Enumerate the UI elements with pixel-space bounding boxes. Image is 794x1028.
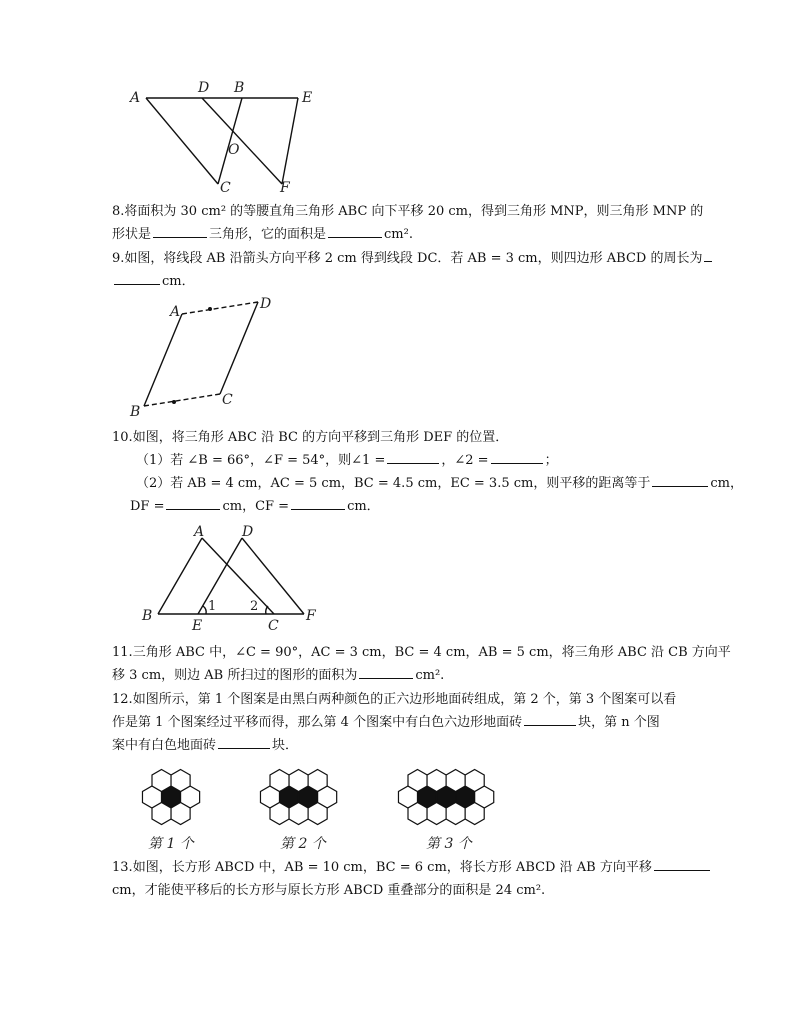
label-A: A	[194, 524, 205, 540]
question-number: 13.	[112, 860, 133, 875]
angle-2-label: 2	[250, 599, 259, 614]
white-hexagon-tile	[446, 803, 465, 825]
answer-blank[interactable]	[652, 472, 708, 487]
question-8	[112, 200, 712, 246]
label-D: D	[242, 524, 254, 540]
q10-s2b: cm，	[710, 476, 743, 491]
label-A: A	[170, 304, 181, 320]
answer-blank[interactable]	[524, 711, 576, 726]
answer-blank[interactable]	[654, 856, 710, 871]
white-hexagon-tile	[308, 803, 327, 825]
white-hexagon-tile	[446, 770, 465, 792]
q10-s2a: （2）若 AB = 4 cm，AC = 5 cm，BC = 4.5 cm，EC = 3.5 cm，则平移的距离等于	[136, 476, 651, 491]
question-10-part2-cont	[130, 495, 730, 518]
q8-line2c: cm².	[384, 227, 413, 242]
q11-line2a: 移 3 cm，则边 AB 所扫过的图形的面积为	[112, 668, 358, 683]
label-B: B	[234, 80, 245, 96]
q10-s1a: （1）若 ∠B = 66°，∠F = 54°，则∠1 =	[136, 453, 386, 468]
answer-blank[interactable]	[328, 223, 382, 238]
q12-line1: 如图所示，第 1 个图案是由黑白两种颜色的正六边形地面砖组成，第 2 个，第 3 个图案可以看	[132, 692, 677, 707]
white-hexagon-tile	[408, 770, 427, 792]
answer-blank[interactable]	[291, 495, 345, 510]
answer-blank[interactable]	[153, 223, 207, 238]
label-C: C	[222, 392, 233, 408]
question-number: 10.	[112, 430, 133, 445]
answer-blank[interactable]	[704, 247, 712, 262]
label-C: C	[220, 180, 231, 196]
label-C: C	[268, 618, 279, 634]
white-hexagon-tile	[171, 803, 190, 825]
answer-blank[interactable]	[387, 449, 439, 464]
question-13	[112, 856, 712, 902]
answer-blank[interactable]	[114, 270, 160, 285]
white-hexagon-tile	[308, 770, 327, 792]
white-hexagon-tile	[465, 770, 484, 792]
label-B: B	[130, 404, 141, 420]
question-10-part1	[136, 449, 558, 472]
q9-line2: cm．	[162, 274, 195, 289]
white-hexagon-tile	[289, 770, 308, 792]
question-number: 12.	[112, 692, 133, 707]
label-E: E	[302, 90, 313, 106]
white-hexagon-tile	[171, 770, 190, 792]
label-D: D	[198, 80, 210, 96]
label-D: D	[260, 296, 272, 312]
white-hexagon-tile	[270, 770, 289, 792]
question-10	[112, 426, 712, 449]
answer-blank[interactable]	[491, 449, 543, 464]
q13-line1a: 如图，长方形 ABCD 中，AB = 10 cm，BC = 6 cm，将长方形 ABCD 沿 AB 方向平移	[132, 860, 652, 875]
q10-s3c: cm．	[347, 499, 380, 514]
figure-q12-hex-patterns	[130, 764, 540, 854]
q10-s1b: ，∠2 =	[441, 453, 489, 468]
q13-line2: cm，才能使平移后的长方形与原长方形 ABCD 重叠部分的面积是 24 cm².	[112, 883, 546, 898]
white-hexagon-tile	[408, 803, 427, 825]
figure-q9	[126, 292, 286, 422]
white-hexagon-tile	[270, 803, 289, 825]
label-E: E	[192, 618, 203, 634]
caption-pattern-2: 第 2 个	[280, 836, 326, 852]
answer-blank[interactable]	[166, 495, 220, 510]
q10-line1: 如图，将三角形 ABC 沿 BC 的方向平移到三角形 DEF 的位置．	[132, 430, 509, 445]
q10-s3b: cm，CF =	[222, 499, 290, 514]
question-number: 8.	[112, 204, 125, 219]
question-9	[112, 247, 712, 293]
figure-q10	[140, 524, 340, 634]
angle-1-label: 1	[208, 599, 217, 614]
label-B: B	[142, 608, 153, 624]
q12-line3b: 块．	[272, 738, 299, 753]
question-11	[112, 641, 731, 687]
caption-pattern-3: 第 3 个	[426, 836, 472, 852]
q9-line1: 如图，将线段 AB 沿箭头方向平移 2 cm 得到线段 DC．若 AB = 3 cm，则四边形 ABCD 的周长为	[124, 251, 703, 266]
question-number: 9.	[112, 251, 125, 266]
q8-line2a: 形状是	[112, 227, 152, 242]
label-O: O	[228, 142, 240, 158]
label-F: F	[280, 180, 290, 196]
white-hexagon-tile	[152, 770, 171, 792]
white-hexagon-tile	[427, 770, 446, 792]
question-10-part2	[136, 472, 743, 495]
question-number: 11.	[112, 645, 133, 660]
white-hexagon-tile	[152, 803, 171, 825]
q11-line2b: cm².	[415, 668, 445, 683]
caption-pattern-1: 第 1 个	[148, 836, 194, 852]
white-hexagon-tile	[465, 803, 484, 825]
answer-blank[interactable]	[218, 734, 270, 749]
q12-line3a: 案中有白色地面砖	[112, 738, 217, 753]
q10-s1c: ；	[544, 453, 558, 468]
q11-line1: 三角形 ABC 中，∠C = 90°，AC = 3 cm，BC = 4 cm，AB = 5 cm，将三角形 ABC 沿 CB 方向平	[132, 645, 731, 660]
label-A: A	[130, 90, 141, 106]
q12-line2a: 作是第 1 个图案经过平移而得，那么第 4 个图案中有白色六边形地面砖	[112, 715, 523, 730]
q12-line2b: 块，第 n 个图	[578, 715, 660, 730]
q8-line1: 将面积为 30 cm² 的等腰直角三角形 ABC 向下平移 20 cm，得到三角形 MNP，则三角形 MNP 的	[124, 204, 704, 219]
label-F: F	[306, 608, 316, 624]
white-hexagon-tile	[289, 803, 308, 825]
question-12	[112, 688, 712, 757]
answer-blank[interactable]	[359, 664, 413, 679]
q10-s3a: DF =	[130, 499, 165, 514]
white-hexagon-tile	[427, 803, 446, 825]
q8-line2b: 三角形，它的面积是	[209, 227, 327, 242]
figure-q7	[120, 76, 340, 196]
